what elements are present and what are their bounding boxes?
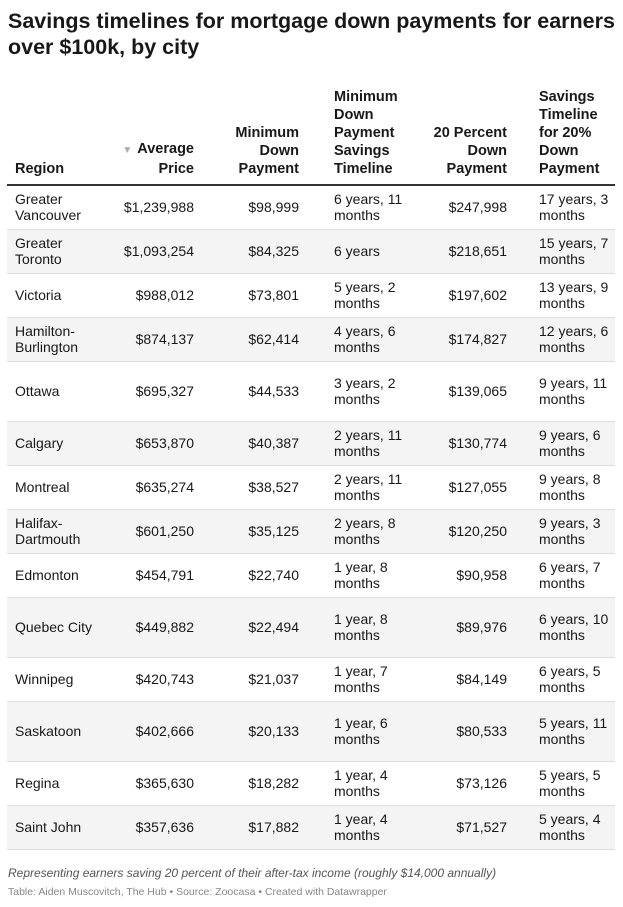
cell-20-percent-savings-timeline: 5 years, 11 months xyxy=(515,701,615,761)
cell-20-percent-savings-timeline: 12 years, 6 months xyxy=(515,317,615,361)
column-header-minimum-savings-timeline[interactable]: Minimum Down Payment Savings Timeline xyxy=(307,88,419,185)
table-row xyxy=(7,597,615,657)
table-row xyxy=(7,421,615,465)
cell-20-percent-savings-timeline: 9 years, 11 months xyxy=(515,361,615,421)
cell-minimum-down-payment: $21,037 xyxy=(202,657,307,701)
cell-average-price: $357,636 xyxy=(105,805,202,849)
cell-minimum-savings-timeline: 5 years, 2 months xyxy=(307,273,419,317)
cell-minimum-savings-timeline: 6 years xyxy=(307,229,419,273)
column-header-average-price[interactable]: ▼ Average Price xyxy=(105,88,202,185)
cell-region: Montreal xyxy=(7,465,105,509)
cell-region: Saint John xyxy=(7,805,105,849)
cell-region: Victoria xyxy=(7,273,105,317)
cell-minimum-down-payment: $17,882 xyxy=(202,805,307,849)
table-row xyxy=(7,761,615,805)
cell-20-percent-down-payment: $174,827 xyxy=(419,317,515,361)
table-row xyxy=(7,509,615,553)
cell-20-percent-down-payment: $130,774 xyxy=(419,421,515,465)
cell-average-price: $653,870 xyxy=(105,421,202,465)
table-row xyxy=(7,805,615,849)
cell-minimum-savings-timeline: 1 year, 8 months xyxy=(307,553,419,597)
cell-minimum-savings-timeline: 3 years, 2 months xyxy=(307,361,419,421)
column-header-20-percent-savings-timeline[interactable]: Savings Timeline for 20% Down Payment xyxy=(515,88,615,185)
chart-notes: Representing earners saving 20 percent of their after-tax income (roughly $14,000 annually) xyxy=(8,866,497,880)
cell-average-price: $1,239,988 xyxy=(105,185,202,229)
cell-20-percent-down-payment: $120,250 xyxy=(419,509,515,553)
cell-minimum-savings-timeline: 1 year, 6 months xyxy=(307,701,419,761)
cell-average-price: $449,882 xyxy=(105,597,202,657)
cell-minimum-savings-timeline: 1 year, 4 months xyxy=(307,805,419,849)
cell-minimum-down-payment: $62,414 xyxy=(202,317,307,361)
cell-minimum-savings-timeline: 4 years, 6 months xyxy=(307,317,419,361)
cell-average-price: $1,093,254 xyxy=(105,229,202,273)
table-row xyxy=(7,229,615,273)
cell-20-percent-down-payment: $218,651 xyxy=(419,229,515,273)
header-row xyxy=(7,88,615,185)
cell-minimum-savings-timeline: 6 years, 11 months xyxy=(307,185,419,229)
cell-20-percent-down-payment: $71,527 xyxy=(419,805,515,849)
cell-minimum-savings-timeline: 2 years, 11 months xyxy=(307,421,419,465)
cell-minimum-down-payment: $38,527 xyxy=(202,465,307,509)
table-row xyxy=(7,657,615,701)
cell-20-percent-savings-timeline: 17 years, 3 months xyxy=(515,185,615,229)
cell-20-percent-savings-timeline: 6 years, 10 months xyxy=(515,597,615,657)
cell-20-percent-savings-timeline: 9 years, 6 months xyxy=(515,421,615,465)
table-row xyxy=(7,701,615,761)
cell-minimum-down-payment: $35,125 xyxy=(202,509,307,553)
cell-20-percent-down-payment: $89,976 xyxy=(419,597,515,657)
cell-region: Saskatoon xyxy=(7,701,105,761)
chart-title: Savings timelines for mortgage down payments for earners over $100k, by city xyxy=(8,9,615,59)
cell-minimum-down-payment: $44,533 xyxy=(202,361,307,421)
data-table xyxy=(7,88,615,850)
cell-minimum-savings-timeline: 1 year, 8 months xyxy=(307,597,419,657)
cell-region: Greater Toronto xyxy=(7,229,105,273)
cell-minimum-savings-timeline: 1 year, 4 months xyxy=(307,761,419,805)
cell-20-percent-savings-timeline: 5 years, 4 months xyxy=(515,805,615,849)
cell-minimum-down-payment: $98,999 xyxy=(202,185,307,229)
cell-20-percent-savings-timeline: 6 years, 7 months xyxy=(515,553,615,597)
cell-region: Winnipeg xyxy=(7,657,105,701)
cell-20-percent-savings-timeline: 9 years, 3 months xyxy=(515,509,615,553)
cell-region: Greater Vancouver xyxy=(7,185,105,229)
cell-20-percent-down-payment: $139,065 xyxy=(419,361,515,421)
cell-average-price: $402,666 xyxy=(105,701,202,761)
cell-region: Ottawa xyxy=(7,361,105,421)
cell-20-percent-savings-timeline: 15 years, 7 months xyxy=(515,229,615,273)
cell-20-percent-savings-timeline: 13 years, 9 months xyxy=(515,273,615,317)
cell-average-price: $695,327 xyxy=(105,361,202,421)
column-header-minimum-down-payment[interactable]: Minimum Down Payment xyxy=(202,88,307,185)
cell-minimum-down-payment: $22,494 xyxy=(202,597,307,657)
cell-20-percent-down-payment: $247,998 xyxy=(419,185,515,229)
table-row xyxy=(7,185,615,229)
cell-region: Edmonton xyxy=(7,553,105,597)
cell-minimum-down-payment: $22,740 xyxy=(202,553,307,597)
cell-minimum-down-payment: $20,133 xyxy=(202,701,307,761)
cell-minimum-down-payment: $40,387 xyxy=(202,421,307,465)
table-row xyxy=(7,465,615,509)
column-header-20-percent-down-payment[interactable]: 20 Percent Down Payment xyxy=(419,88,515,185)
cell-20-percent-down-payment: $197,602 xyxy=(419,273,515,317)
cell-20-percent-savings-timeline: 6 years, 5 months xyxy=(515,657,615,701)
cell-20-percent-down-payment: $127,055 xyxy=(419,465,515,509)
cell-average-price: $420,743 xyxy=(105,657,202,701)
cell-minimum-down-payment: $73,801 xyxy=(202,273,307,317)
chart-source: Table: Aiden Muscovitch, The Hub • Source: Zoocasa • Created with Datawrapper xyxy=(8,886,387,898)
cell-average-price: $988,012 xyxy=(105,273,202,317)
cell-minimum-savings-timeline: 2 years, 8 months xyxy=(307,509,419,553)
sort-descending-icon: ▼ xyxy=(122,145,133,156)
cell-minimum-savings-timeline: 2 years, 11 months xyxy=(307,465,419,509)
cell-minimum-down-payment: $18,282 xyxy=(202,761,307,805)
cell-average-price: $365,630 xyxy=(105,761,202,805)
cell-20-percent-savings-timeline: 5 years, 5 months xyxy=(515,761,615,805)
cell-20-percent-down-payment: $80,533 xyxy=(419,701,515,761)
cell-average-price: $454,791 xyxy=(105,553,202,597)
cell-average-price: $601,250 xyxy=(105,509,202,553)
cell-minimum-down-payment: $84,325 xyxy=(202,229,307,273)
cell-average-price: $874,137 xyxy=(105,317,202,361)
table-row xyxy=(7,553,615,597)
cell-region: Hamilton-Burlington xyxy=(7,317,105,361)
cell-region: Quebec City xyxy=(7,597,105,657)
table-row xyxy=(7,317,615,361)
column-header-region[interactable]: Region xyxy=(7,88,105,185)
cell-minimum-savings-timeline: 1 year, 7 months xyxy=(307,657,419,701)
cell-region: Calgary xyxy=(7,421,105,465)
cell-20-percent-savings-timeline: 9 years, 8 months xyxy=(515,465,615,509)
cell-20-percent-down-payment: $84,149 xyxy=(419,657,515,701)
table-body xyxy=(7,185,615,849)
cell-20-percent-down-payment: $90,958 xyxy=(419,553,515,597)
cell-region: Halifax-Dartmouth xyxy=(7,509,105,553)
cell-20-percent-down-payment: $73,126 xyxy=(419,761,515,805)
cell-average-price: $635,274 xyxy=(105,465,202,509)
table-row xyxy=(7,361,615,421)
cell-region: Regina xyxy=(7,761,105,805)
table-row xyxy=(7,273,615,317)
